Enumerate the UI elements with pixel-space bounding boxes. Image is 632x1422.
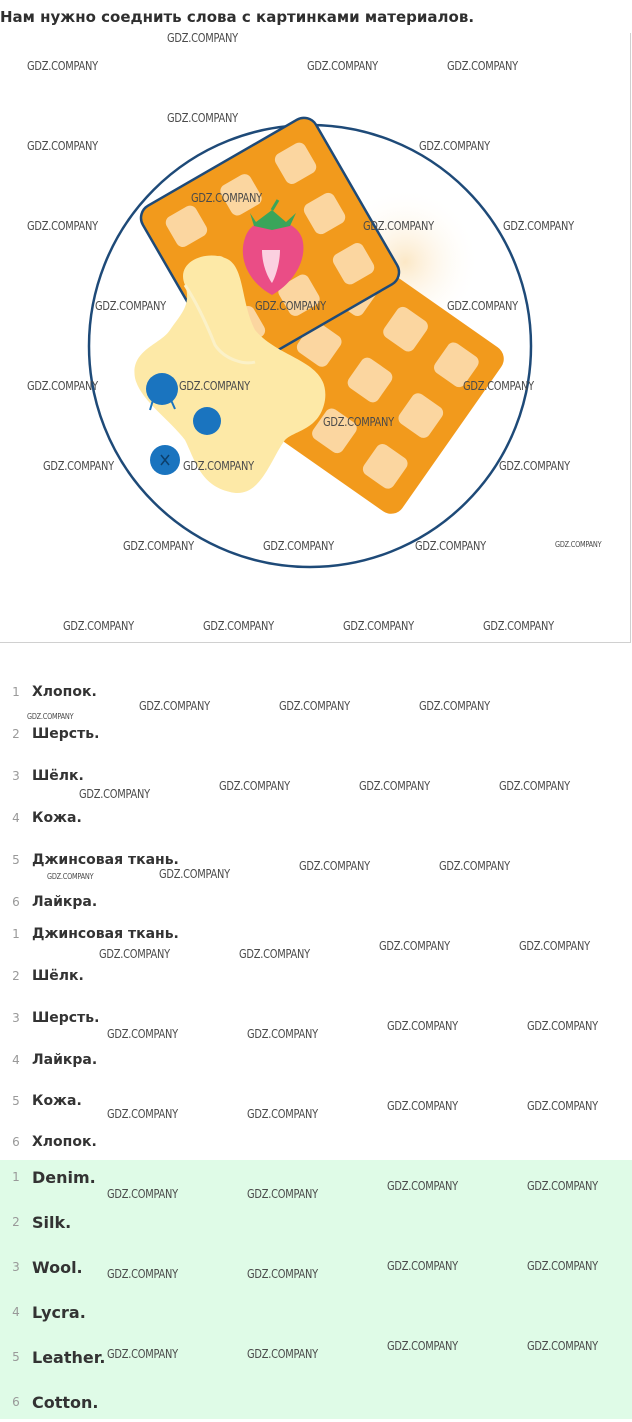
watermark: GDZ.COMPANY <box>167 31 238 45</box>
item-number: 4 <box>12 811 20 825</box>
watermark: GDZ.COMPANY <box>79 787 150 801</box>
list-item <box>0 840 179 880</box>
watermark: GDZ.COMPANY <box>167 111 238 125</box>
list-item <box>0 1122 97 1162</box>
watermark: GDZ.COMPANY <box>191 191 262 205</box>
intro-text: Нам нужно соеднить слова с картинками материалов. <box>0 8 475 26</box>
item-number: 2 <box>12 727 20 741</box>
item-number: 3 <box>12 1260 20 1274</box>
watermark: GDZ.COMPANY <box>419 699 490 713</box>
item-label: Лайкра. <box>32 1052 98 1068</box>
materials-illustration <box>0 33 631 643</box>
watermark: GDZ.COMPANY <box>527 1339 598 1353</box>
item-label: Silk. <box>32 1212 72 1232</box>
watermark: GDZ.COMPANY <box>499 779 570 793</box>
item-number: 4 <box>12 1053 20 1067</box>
watermark: GDZ.COMPANY <box>387 1179 458 1193</box>
item-number: 6 <box>12 1395 20 1409</box>
item-number: 3 <box>12 769 20 783</box>
watermark: GDZ.COMPANY <box>387 1339 458 1353</box>
watermark: GDZ.COMPANY <box>43 459 114 473</box>
watermark: GDZ.COMPANY <box>527 1099 598 1113</box>
watermark: GDZ.COMPANY <box>387 1099 458 1113</box>
item-label: Кожа. <box>32 1093 82 1109</box>
item-number: 4 <box>12 1305 20 1319</box>
watermark: GDZ.COMPANY <box>47 872 94 881</box>
watermark: GDZ.COMPANY <box>263 539 334 553</box>
watermark: GDZ.COMPANY <box>463 379 534 393</box>
watermark: GDZ.COMPANY <box>323 415 394 429</box>
watermark: GDZ.COMPANY <box>27 712 74 721</box>
watermark: GDZ.COMPANY <box>107 1027 178 1041</box>
item-label: Джинсовая ткань. <box>32 852 179 868</box>
watermark: GDZ.COMPANY <box>159 867 230 881</box>
watermark: GDZ.COMPANY <box>387 1259 458 1273</box>
watermark: GDZ.COMPANY <box>123 539 194 553</box>
list-item <box>0 956 84 996</box>
item-label: Denim. <box>32 1167 96 1187</box>
item-number: 2 <box>12 1215 20 1229</box>
list-item <box>0 1337 105 1377</box>
item-label: Шерсть. <box>32 726 100 742</box>
watermark: GDZ.COMPANY <box>99 947 170 961</box>
list-item <box>0 1081 82 1121</box>
watermark: GDZ.COMPANY <box>179 379 250 393</box>
watermark: GDZ.COMPANY <box>279 699 350 713</box>
watermark: GDZ.COMPANY <box>419 139 490 153</box>
watermark: GDZ.COMPANY <box>555 540 602 549</box>
list-item <box>0 672 97 712</box>
item-label: Шёлк. <box>32 768 84 784</box>
watermark: GDZ.COMPANY <box>483 619 554 633</box>
item-label: Джинсовая ткань. <box>32 926 179 942</box>
item-label: Wool. <box>32 1257 83 1277</box>
list-item <box>0 1202 71 1242</box>
watermark: GDZ.COMPANY <box>447 59 518 73</box>
watermark: GDZ.COMPANY <box>439 859 510 873</box>
watermark: GDZ.COMPANY <box>299 859 370 873</box>
watermark: GDZ.COMPANY <box>247 1347 318 1361</box>
watermark: GDZ.COMPANY <box>27 59 98 73</box>
list-english-panel <box>0 1160 632 1419</box>
watermark: GDZ.COMPANY <box>27 139 98 153</box>
watermark: GDZ.COMPANY <box>107 1107 178 1121</box>
item-number: 5 <box>12 853 20 867</box>
item-label: Лайкра. <box>32 894 98 910</box>
watermark: GDZ.COMPANY <box>107 1187 178 1201</box>
item-number: 1 <box>12 685 20 699</box>
item-label: Хлопок. <box>32 1134 97 1150</box>
watermark: GDZ.COMPANY <box>247 1267 318 1281</box>
watermark: GDZ.COMPANY <box>63 619 134 633</box>
list-item <box>0 756 84 796</box>
watermark: GDZ.COMPANY <box>447 299 518 313</box>
item-number: 5 <box>12 1094 20 1108</box>
item-number: 6 <box>12 1135 20 1149</box>
watermark: GDZ.COMPANY <box>519 939 590 953</box>
watermark: GDZ.COMPANY <box>527 1259 598 1273</box>
item-label: Cotton. <box>32 1392 99 1412</box>
list-item <box>0 1247 83 1287</box>
watermark: GDZ.COMPANY <box>219 779 290 793</box>
item-number: 1 <box>12 1170 20 1184</box>
item-label: Шерсть. <box>32 1010 100 1026</box>
list-item <box>0 1382 99 1422</box>
list-item <box>0 798 82 838</box>
item-number: 3 <box>12 1011 20 1025</box>
item-label: Leather. <box>32 1347 106 1367</box>
list-item <box>0 714 99 754</box>
watermark: GDZ.COMPANY <box>415 539 486 553</box>
watermark: GDZ.COMPANY <box>239 947 310 961</box>
watermark: GDZ.COMPANY <box>203 619 274 633</box>
watermark: GDZ.COMPANY <box>247 1107 318 1121</box>
watermark: GDZ.COMPANY <box>359 779 430 793</box>
item-number: 5 <box>12 1350 20 1364</box>
list-item <box>0 914 179 954</box>
list-item <box>0 1157 96 1197</box>
item-label: Кожа. <box>32 810 82 826</box>
watermark: GDZ.COMPANY <box>527 1179 598 1193</box>
list-item <box>0 1040 97 1080</box>
item-number: 6 <box>12 895 20 909</box>
watermark: GDZ.COMPANY <box>27 219 98 233</box>
item-label: Хлопок. <box>32 684 97 700</box>
watermark: GDZ.COMPANY <box>499 459 570 473</box>
item-number: 2 <box>12 969 20 983</box>
watermark: GDZ.COMPANY <box>307 59 378 73</box>
list-item <box>0 998 99 1038</box>
watermark: GDZ.COMPANY <box>95 299 166 313</box>
watermark: GDZ.COMPANY <box>247 1187 318 1201</box>
watermark: GDZ.COMPANY <box>387 1019 458 1033</box>
watermark: GDZ.COMPANY <box>27 379 98 393</box>
watermark: GDZ.COMPANY <box>363 219 434 233</box>
watermark: GDZ.COMPANY <box>503 219 574 233</box>
item-label: Lycra. <box>32 1302 86 1322</box>
watermark: GDZ.COMPANY <box>183 459 254 473</box>
watermark: GDZ.COMPANY <box>139 699 210 713</box>
watermark: GDZ.COMPANY <box>247 1027 318 1041</box>
item-number: 1 <box>12 927 20 941</box>
item-label: Шёлк. <box>32 968 84 984</box>
watermark: GDZ.COMPANY <box>527 1019 598 1033</box>
watermark: GDZ.COMPANY <box>107 1347 178 1361</box>
list-item <box>0 1292 86 1332</box>
watermark: GDZ.COMPANY <box>343 619 414 633</box>
watermark: GDZ.COMPANY <box>379 939 450 953</box>
watermark: GDZ.COMPANY <box>107 1267 178 1281</box>
watermark: GDZ.COMPANY <box>255 299 326 313</box>
